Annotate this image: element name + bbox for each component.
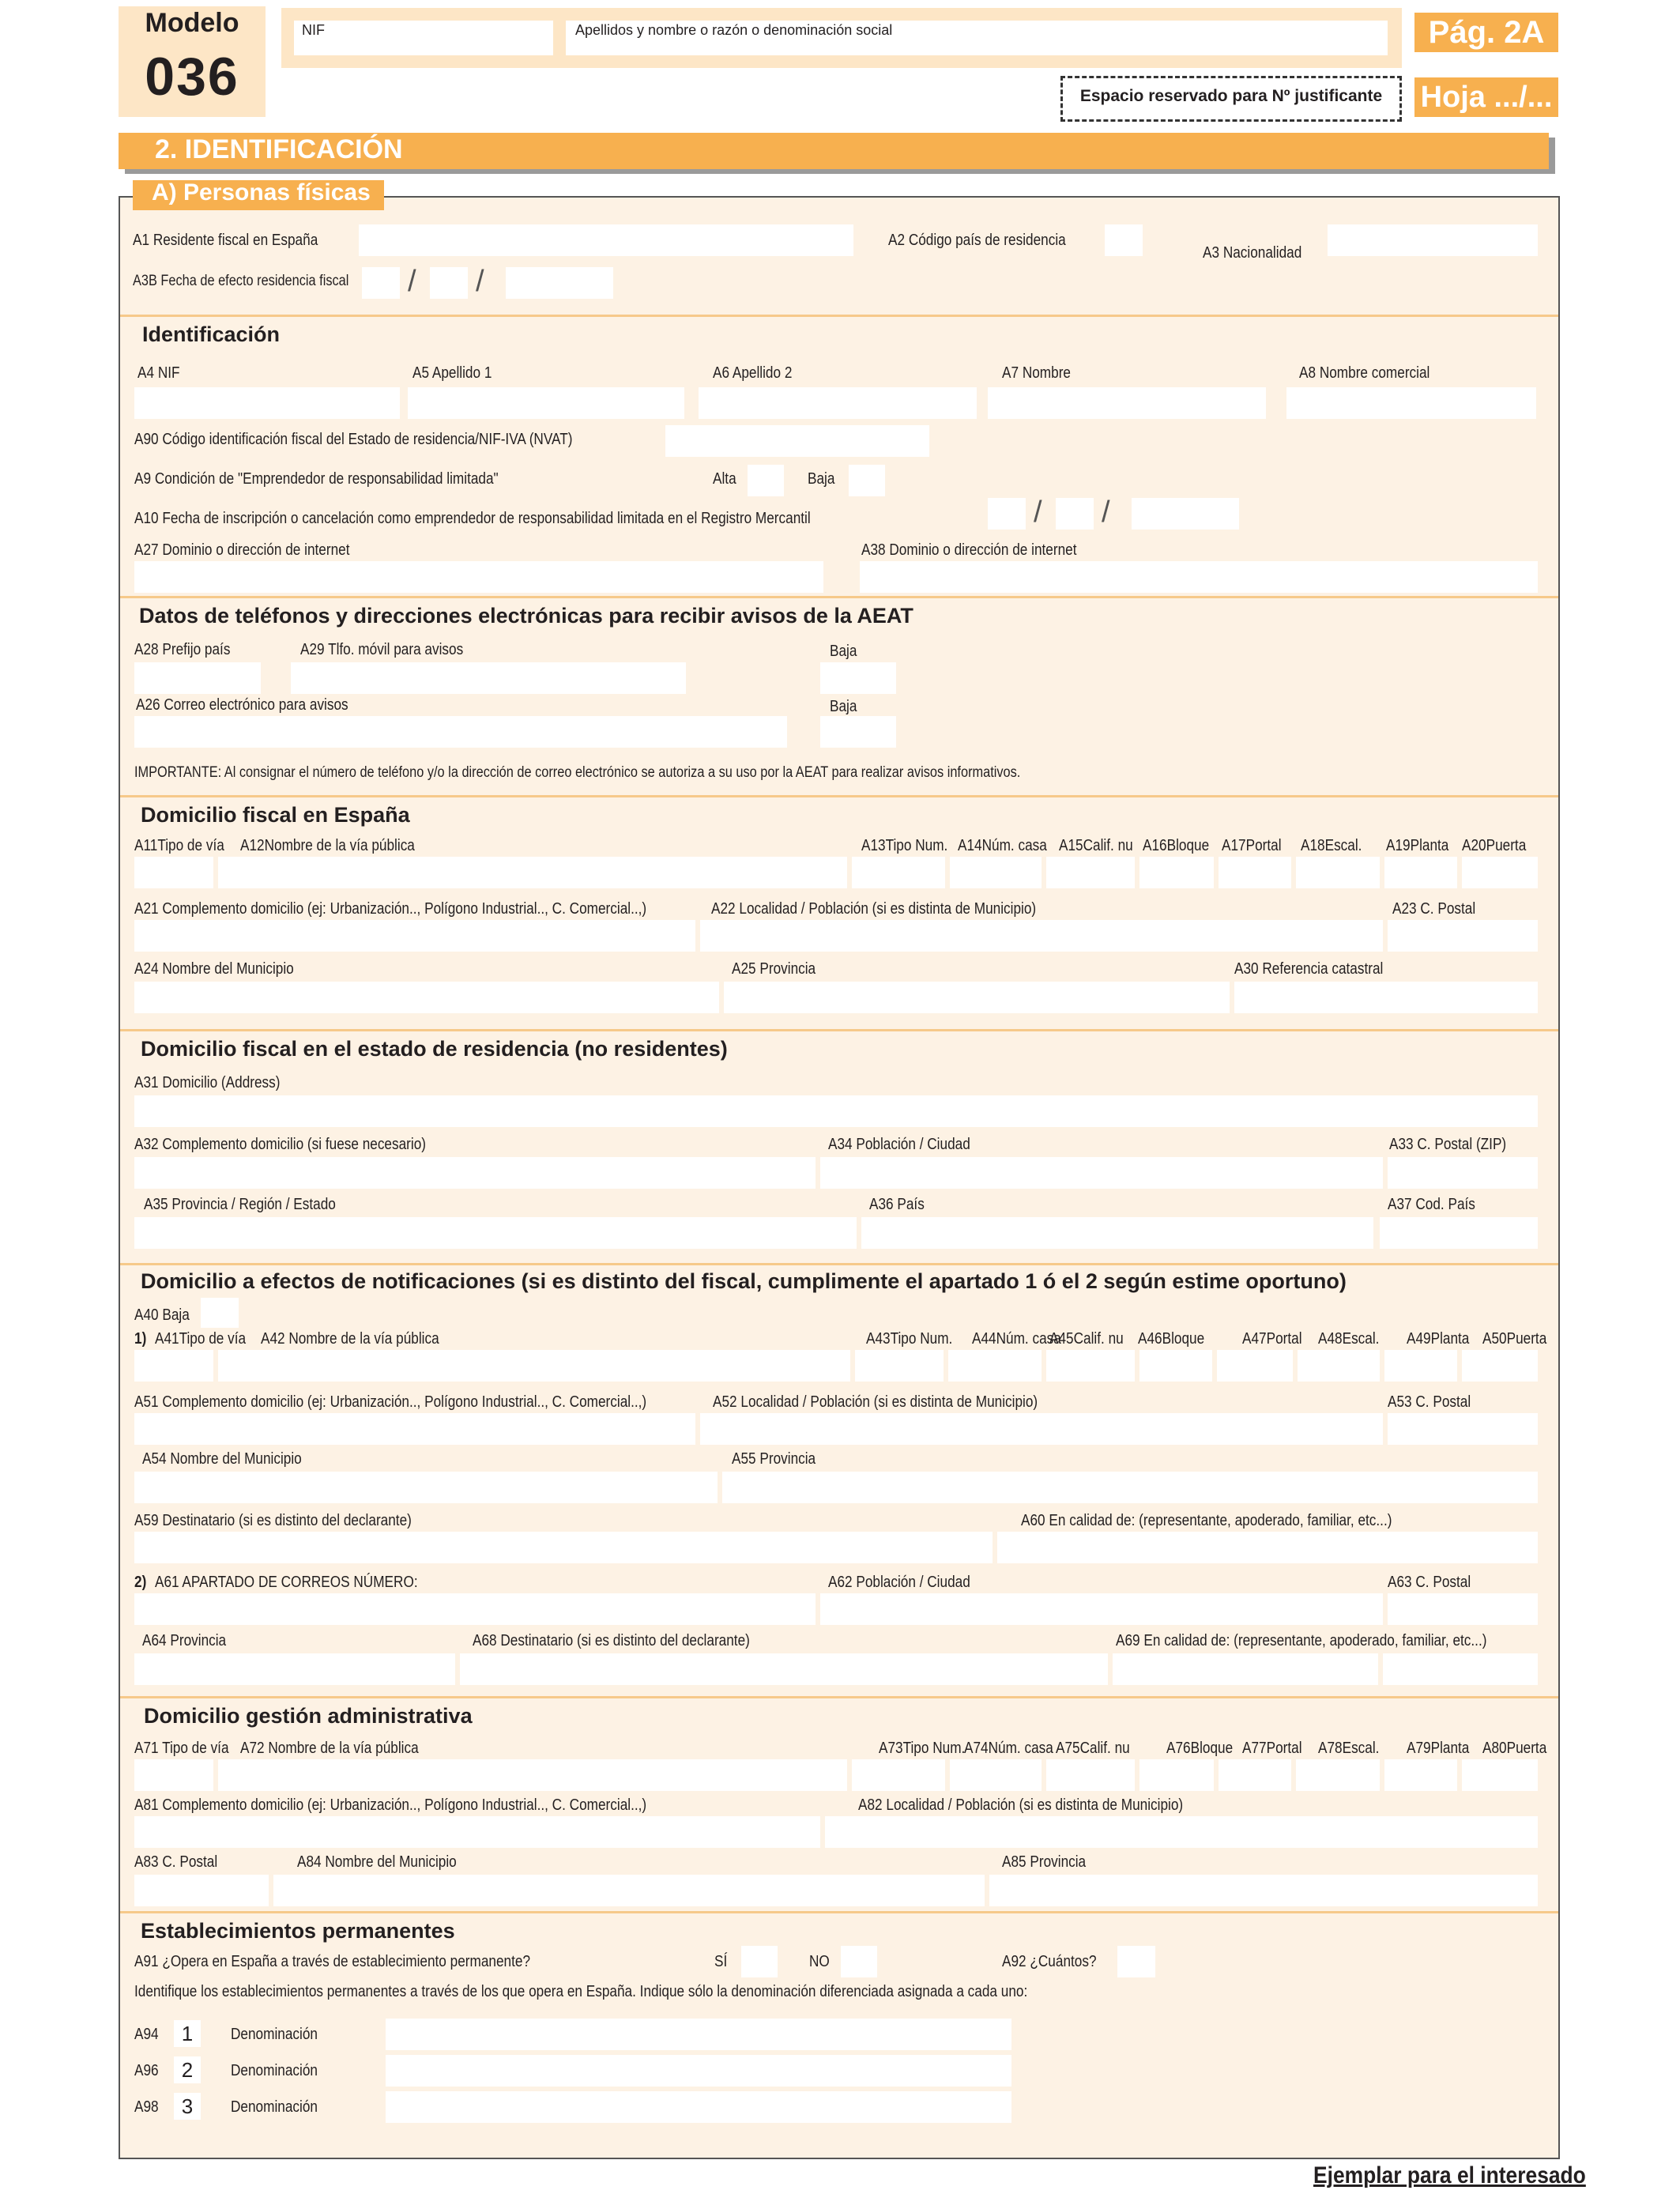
a96-number: 2 — [174, 2056, 201, 2083]
a1-label: A1 Residente fiscal en España — [133, 232, 318, 249]
establecimientos-title: Establecimientos permanentes — [141, 1919, 455, 1943]
a8-field[interactable] — [1286, 387, 1536, 419]
a23-label: A23 C. Postal — [1392, 900, 1476, 918]
a18-label: A18Escal. — [1301, 837, 1362, 854]
a71-field[interactable] — [134, 1759, 213, 1791]
a30-field[interactable] — [1234, 982, 1538, 1013]
importante-note: IMPORTANTE: Al consignar el número de teléfono y/o la dirección de correo electrónico se autoriza a su uso por la AEAT para realizar avisos informativos. — [134, 764, 1021, 781]
a24-label: A24 Nombre del Municipio — [134, 960, 294, 978]
a6-label: A6 Apellido 2 — [713, 364, 793, 382]
a33-label: A33 C. Postal (ZIP) — [1389, 1136, 1507, 1153]
opt2-label: 2) — [134, 1574, 147, 1591]
subsection-title: A) Personas físicas — [152, 179, 371, 205]
a22-field[interactable] — [700, 920, 1383, 952]
a54-label: A54 Nombre del Municipio — [142, 1450, 302, 1468]
a6-field[interactable] — [699, 387, 977, 419]
a49-label: A49Planta — [1407, 1330, 1470, 1348]
a29-baja-label: Baja — [830, 643, 857, 660]
a14-field[interactable] — [950, 857, 1042, 888]
a52-field[interactable] — [700, 1413, 1383, 1445]
a11-field[interactable] — [134, 857, 213, 888]
a98-label: Denominación — [231, 2098, 318, 2116]
a91-no-checkbox[interactable] — [841, 1946, 877, 1977]
a3b-label: A3B Fecha de efecto residencia fiscal — [133, 273, 349, 289]
a26-baja-label: Baja — [830, 698, 857, 715]
divider — [120, 1696, 1558, 1698]
a77-field[interactable] — [1219, 1759, 1291, 1791]
a35-field[interactable] — [134, 1217, 857, 1249]
a15-field[interactable] — [1046, 857, 1135, 888]
a11-label: A11Tipo de vía — [134, 837, 224, 854]
a98-code: A98 — [134, 2098, 159, 2116]
a43-label: A43Tipo Num. — [866, 1330, 953, 1348]
a61-label: A61 APARTADO DE CORREOS NÚMERO: — [155, 1574, 418, 1591]
a50-label: A50Puerta — [1482, 1330, 1547, 1348]
a42-label: A42 Nombre de la vía pública — [261, 1330, 439, 1348]
a36-field[interactable] — [861, 1217, 1373, 1249]
a36-label: A36 País — [869, 1196, 925, 1213]
a90-label: A90 Código identificación fiscal del Estado de residencia/NIF-IVA (NVAT) — [134, 431, 573, 448]
a96-label: Denominación — [231, 2062, 318, 2079]
a3b-year[interactable] — [506, 267, 613, 299]
a48-label: A48Escal. — [1318, 1330, 1380, 1348]
domicilio-res-title: Domicilio fiscal en el estado de residencia (no residentes) — [141, 1037, 728, 1061]
a69-field[interactable] — [1113, 1653, 1378, 1685]
a10-month[interactable] — [1056, 498, 1094, 530]
a64-field[interactable] — [134, 1653, 455, 1685]
a92-label: A92 ¿Cuántos? — [1002, 1953, 1097, 1970]
a10-year[interactable] — [1132, 498, 1239, 530]
a26-field[interactable] — [134, 716, 787, 748]
a69-field-2[interactable] — [1383, 1653, 1538, 1685]
a29-label: A29 Tlfo. móvil para avisos — [300, 641, 464, 658]
name-label: Apellidos y nombre o razón o denominación social — [575, 22, 893, 38]
divider — [120, 795, 1558, 797]
a68-label: A68 Destinatario (si es distinto del declarante) — [473, 1632, 750, 1649]
date-slash: / — [408, 265, 416, 298]
a84-label: A84 Nombre del Municipio — [297, 1853, 457, 1871]
a9-alta-label: Alta — [713, 470, 736, 488]
a1-field[interactable] — [359, 224, 853, 256]
a75-field[interactable] — [1046, 1759, 1135, 1791]
a3b-day[interactable] — [362, 267, 400, 299]
a18-field[interactable] — [1296, 857, 1380, 888]
a98-number: 3 — [174, 2093, 201, 2120]
a30-label: A30 Referencia catastral — [1234, 960, 1384, 978]
a83-field[interactable] — [134, 1875, 269, 1906]
a40-label: A40 Baja — [134, 1306, 190, 1324]
a47-label: A47Portal — [1242, 1330, 1302, 1348]
a23-field[interactable] — [1388, 920, 1538, 952]
a91-no-label: NO — [809, 1953, 830, 1970]
a19-label: A19Planta — [1386, 837, 1449, 854]
nif-field[interactable] — [294, 21, 553, 55]
a75-label: A75Calif. nu — [1056, 1740, 1130, 1757]
a48-field[interactable] — [1298, 1350, 1380, 1382]
a72-label: A72 Nombre de la vía pública — [240, 1740, 419, 1757]
a98-field[interactable] — [386, 2091, 1011, 2123]
a42-field[interactable] — [218, 1350, 850, 1382]
a77-label: A77Portal — [1242, 1740, 1302, 1757]
a78-field[interactable] — [1296, 1759, 1380, 1791]
a63-label: A63 C. Postal — [1388, 1574, 1471, 1591]
a52-label: A52 Localidad / Población (si es distinta de Municipio) — [713, 1393, 1038, 1411]
a73-label: A73Tipo Num. — [879, 1740, 966, 1757]
a41-label: A41Tipo de vía — [155, 1330, 247, 1348]
a61-field[interactable] — [134, 1593, 816, 1625]
a60-label: A60 En calidad de: (representante, apoderado, familiar, etc...) — [1021, 1512, 1392, 1529]
divider — [120, 315, 1558, 317]
a17-field[interactable] — [1219, 857, 1291, 888]
a50-field[interactable] — [1462, 1350, 1538, 1382]
divider — [120, 1029, 1558, 1031]
a21-label: A21 Complemento domicilio (ej: Urbanización.., Polígono Industrial.., C. Comercial..,) — [134, 900, 647, 918]
a81-label: A81 Complemento domicilio (ej: Urbanización.., Polígono Industrial.., C. Comercial..,) — [134, 1796, 647, 1814]
gestion-title: Domicilio gestión administrativa — [144, 1704, 473, 1728]
a72-field[interactable] — [218, 1759, 847, 1791]
a9-alta-checkbox[interactable] — [748, 465, 784, 496]
a94-number: 1 — [174, 2020, 201, 2047]
a9-baja-checkbox[interactable] — [849, 465, 885, 496]
a5-field[interactable] — [408, 387, 684, 419]
a46-field[interactable] — [1139, 1350, 1212, 1382]
a34-label: A34 Población / Ciudad — [828, 1136, 970, 1153]
a2-field[interactable] — [1105, 224, 1143, 256]
a55-label: A55 Provincia — [732, 1450, 816, 1468]
a8-label: A8 Nombre comercial — [1299, 364, 1430, 382]
a3-label: A3 Nacionalidad — [1203, 244, 1302, 262]
a24-field[interactable] — [134, 982, 719, 1013]
a9-baja-label: Baja — [808, 470, 835, 488]
a37-field[interactable] — [1380, 1217, 1538, 1249]
a20-label: A20Puerta — [1462, 837, 1527, 854]
a74-field[interactable] — [950, 1759, 1042, 1791]
a15-label: A15Calif. nu — [1059, 837, 1133, 854]
a25-field[interactable] — [724, 982, 1230, 1013]
a68-field[interactable] — [460, 1653, 1108, 1685]
identificacion-title: Identificación — [142, 322, 281, 346]
a31-field[interactable] — [134, 1095, 1538, 1127]
a13-label: A13Tipo Num. — [861, 837, 948, 854]
a34-field[interactable] — [820, 1157, 1383, 1189]
a7-label: A7 Nombre — [1002, 364, 1071, 382]
divider — [120, 1263, 1558, 1265]
a26-baja-checkbox[interactable] — [820, 716, 896, 748]
a91-label: A91 ¿Opera en España a través de establecimiento permanente? — [134, 1953, 531, 1970]
section-title: 2. IDENTIFICACIÓN — [155, 134, 403, 164]
a32-field[interactable] — [134, 1157, 816, 1189]
a25-label: A25 Provincia — [732, 960, 816, 978]
footer-label: Ejemplar para el interesado — [1313, 2162, 1586, 2188]
a27-label: A27 Dominio o dirección de internet — [134, 541, 350, 559]
a9-label: A9 Condición de "Emprendedor de responsabilidad limitada" — [134, 470, 499, 488]
a43-field[interactable] — [855, 1350, 944, 1382]
a22-label: A22 Localidad / Población (si es distinta de Municipio) — [711, 900, 1037, 918]
a12-label: A12Nombre de la vía pública — [240, 837, 415, 854]
a53-field[interactable] — [1388, 1413, 1538, 1445]
a26-label: A26 Correo electrónico para avisos — [136, 696, 348, 714]
a94-code: A94 — [134, 2026, 159, 2043]
a74-label: A74Núm. casa — [964, 1740, 1053, 1757]
a59-field[interactable] — [134, 1532, 993, 1563]
a37-label: A37 Cod. País — [1388, 1196, 1475, 1213]
a4-label: A4 NIF — [137, 364, 180, 382]
a91-si-checkbox[interactable] — [741, 1946, 778, 1977]
a38-field[interactable] — [860, 561, 1538, 593]
a69-label: A69 En calidad de: (representante, apoderado, familiar, etc...) — [1116, 1632, 1487, 1649]
justificante-label: Espacio reservado para Nº justificante — [1079, 87, 1383, 105]
a5-label: A5 Apellido 1 — [412, 364, 492, 382]
a73-field[interactable] — [852, 1759, 945, 1791]
a54-field[interactable] — [134, 1472, 718, 1503]
a44-field[interactable] — [948, 1350, 1042, 1382]
a59-label: A59 Destinatario (si es distinto del declarante) — [134, 1512, 412, 1529]
a40-checkbox[interactable] — [201, 1298, 239, 1328]
a51-label: A51 Complemento domicilio (ej: Urbanización.., Polígono Industrial.., C. Comercial..,) — [134, 1393, 647, 1411]
date-slash: / — [1034, 496, 1042, 529]
notificaciones-title: Domicilio a efectos de notificaciones (si es distinto del fiscal, cumplimente el apartado 1 ó el 2 según estime oportuno) — [141, 1269, 1347, 1293]
a79-label: A79Planta — [1407, 1740, 1470, 1757]
a51-field[interactable] — [134, 1413, 695, 1445]
a3b-month[interactable] — [430, 267, 468, 299]
a35-label: A35 Provincia / Región / Estado — [144, 1196, 336, 1213]
a27-field[interactable] — [134, 561, 823, 593]
a46-label: A46Bloque — [1138, 1330, 1205, 1348]
a96-code: A96 — [134, 2062, 159, 2079]
a76-field[interactable] — [1139, 1759, 1214, 1791]
a28-label: A28 Prefijo país — [134, 641, 231, 658]
a41-field[interactable] — [134, 1350, 213, 1382]
nif-label: NIF — [302, 22, 325, 38]
pag-label: Pág. 2A — [1428, 15, 1545, 50]
a14-label: A14Núm. casa — [958, 837, 1047, 854]
date-slash: / — [476, 265, 484, 298]
modelo-number: 036 — [145, 47, 239, 107]
a16-field[interactable] — [1139, 857, 1214, 888]
a94-label: Denominación — [231, 2026, 318, 2043]
a79-field[interactable] — [1384, 1759, 1457, 1791]
a53-label: A53 C. Postal — [1388, 1393, 1471, 1411]
a44-label: A44Núm. casa — [972, 1330, 1061, 1348]
a92-field[interactable] — [1117, 1946, 1155, 1977]
a17-label: A17Portal — [1222, 837, 1282, 854]
a91-si-label: SÍ — [714, 1953, 728, 1970]
a47-field[interactable] — [1217, 1350, 1293, 1382]
a80-field[interactable] — [1462, 1759, 1538, 1791]
a85-label: A85 Provincia — [1002, 1853, 1087, 1871]
a83-label: A83 C. Postal — [134, 1853, 218, 1871]
telefonos-title: Datos de teléfonos y direcciones electrónicas para recibir avisos de la AEAT — [139, 604, 913, 628]
date-slash: / — [1102, 496, 1110, 529]
a82-field[interactable] — [825, 1816, 1538, 1848]
a85-field[interactable] — [989, 1875, 1538, 1906]
opt1-label: 1) — [134, 1330, 147, 1348]
a96-field[interactable] — [386, 2055, 1011, 2087]
a7-field[interactable] — [988, 387, 1266, 419]
a84-field[interactable] — [273, 1875, 985, 1906]
a2-label: A2 Código país de residencia — [888, 232, 1066, 249]
a60-field[interactable] — [997, 1532, 1538, 1563]
domicilio-es-title: Domicilio fiscal en España — [141, 803, 410, 827]
a94-field[interactable] — [386, 2019, 1011, 2050]
a3-field[interactable] — [1328, 224, 1538, 256]
modelo-label: Modelo — [145, 8, 239, 38]
a16-label: A16Bloque — [1143, 837, 1210, 854]
a10-label: A10 Fecha de inscripción o cancelación como emprendedor de responsabilidad limitada en el Registro Mercantil — [134, 510, 811, 527]
a62-label: A62 Población / Ciudad — [828, 1574, 970, 1591]
a62-field[interactable] — [820, 1593, 1383, 1625]
a13-field[interactable] — [852, 857, 945, 888]
a29-baja-checkbox[interactable] — [820, 662, 896, 694]
a20-field[interactable] — [1462, 857, 1538, 888]
a29-field[interactable] — [291, 662, 686, 694]
a90-field[interactable] — [665, 425, 929, 457]
a82-label: A82 Localidad / Población (si es distinta de Municipio) — [858, 1796, 1184, 1814]
divider — [120, 1911, 1558, 1913]
a33-field[interactable] — [1388, 1157, 1538, 1189]
divider — [120, 596, 1558, 598]
a78-label: A78Escal. — [1318, 1740, 1380, 1757]
a80-label: A80Puerta — [1482, 1740, 1547, 1757]
a38-label: A38 Dominio o dirección de internet — [861, 541, 1077, 559]
a81-field[interactable] — [134, 1816, 820, 1848]
a71-label: A71 Tipo de vía — [134, 1740, 229, 1757]
a31-label: A31 Domicilio (Address) — [134, 1074, 281, 1091]
a55-field[interactable] — [722, 1472, 1538, 1503]
a64-label: A64 Provincia — [142, 1632, 227, 1649]
a19-field[interactable] — [1384, 857, 1457, 888]
a49-field[interactable] — [1384, 1350, 1457, 1382]
a32-label: A32 Complemento domicilio (si fuese necesario) — [134, 1136, 427, 1153]
a4-field[interactable] — [134, 387, 400, 419]
establecimientos-intro: Identifique los establecimientos permanentes a través de los que opera en España. Indique sólo la denominación diferenciada asignada a cada uno: — [134, 1983, 1028, 2000]
a45-label: A45Calif. nu — [1049, 1330, 1124, 1348]
a45-field[interactable] — [1046, 1350, 1135, 1382]
a28-field[interactable] — [134, 662, 261, 694]
a21-field[interactable] — [134, 920, 695, 952]
a10-day[interactable] — [988, 498, 1026, 530]
a63-field[interactable] — [1388, 1593, 1538, 1625]
a76-label: A76Bloque — [1166, 1740, 1234, 1757]
a12-field[interactable] — [218, 857, 847, 888]
hoja-label: Hoja .../... — [1420, 81, 1553, 114]
